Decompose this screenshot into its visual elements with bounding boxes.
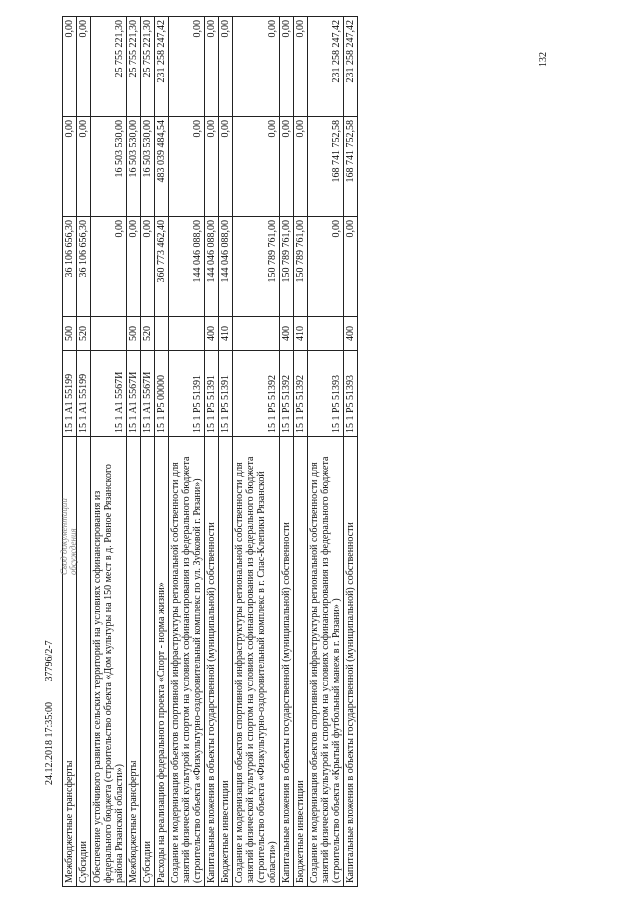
footer-timestamp: 24.12.2018 17:35:00 (44, 701, 55, 785)
row-code: 15 1 A1 5567И (127, 351, 141, 437)
row-amount-2021: 231 258 247,42 (308, 17, 344, 117)
row-name: Обеспечение устойчивого развития сельских территорий на условиях софинансирования из федерального бюджета (строительство объекта «Дом культуры на 150 мест в д. Ровное Рязанского района Рязанской области») (91, 437, 127, 887)
row-name: Межбюджетные трансферты (127, 437, 141, 887)
row-amount-2021: 25 755 221,30 (141, 17, 155, 117)
row-code: 15 1 A1 55199 (63, 351, 77, 437)
row-amount-2021: 0,00 (63, 17, 77, 117)
row-amount-2021: 0,00 (205, 17, 219, 117)
row-name: Бюджетные инвестиции (294, 437, 308, 887)
row-amount-2020: 0,00 (63, 117, 77, 217)
row-amount-2019: 0,00 (91, 217, 127, 317)
stamp-watermark (60, 498, 78, 575)
row-expense-type: 500 (63, 317, 77, 351)
row-name: Создание и модернизация объектов спортивной инфраструктуры региональной собственности для занятий физической культурой и спортом на условиях софинансирования из федерального бюджета (строительство объекта «Физкультурно-оздоровительный комплекс в г. Спас-Клепики Рязанской области») (233, 437, 280, 887)
row-amount-2020: 168 741 752,58 (308, 117, 344, 217)
row-code: 15 1 P5 51393 (308, 351, 344, 437)
row-name: Капитальные вложения в объекты государственной (муниципальной) собственности (280, 437, 294, 887)
table-row (219, 17, 233, 887)
row-amount-2021: 0,00 (294, 17, 308, 117)
row-amount-2019: 150 789 761,00 (280, 217, 294, 317)
row-amount-2019: 144 046 088,00 (169, 217, 205, 317)
table-row (155, 17, 169, 887)
row-code: 15 1 A1 55199 (77, 351, 91, 437)
budget-table (59, 16, 358, 887)
table-row (205, 17, 219, 887)
row-amount-2020: 0,00 (280, 117, 294, 217)
row-expense-type (233, 317, 280, 351)
row-expense-type: 520 (77, 317, 91, 351)
row-amount-2020: 0,00 (205, 117, 219, 217)
row-amount-2019: 36 106 656,30 (77, 217, 91, 317)
row-name: Расходы на реализацию федерального проекта «Спорт - норма жизни» (155, 437, 169, 887)
row-amount-2019: 144 046 088,00 (219, 217, 233, 317)
table-row (294, 17, 308, 887)
row-amount-2019: 360 773 462,40 (155, 217, 169, 317)
row-code: 15 1 P5 51393 (344, 351, 358, 437)
table-row (308, 17, 344, 887)
row-amount-2021: 0,00 (233, 17, 280, 117)
row-name: Создание и модернизация объектов спортивной инфраструктуры региональной собственности для занятий физической культурой и спортом на условиях софинансирования из федерального бюджета (строительство объекта «Физкультурно-оздоровительный комплекс по ул. Зубковой г. Рязани») (169, 437, 205, 887)
footer-doc-number: 37796/2-7 (44, 640, 55, 682)
row-expense-type: 410 (294, 317, 308, 351)
row-name: Капитальные вложения в объекты государственной (муниципальной) собственности (205, 437, 219, 887)
row-code: 15 1 P5 51392 (294, 351, 308, 437)
row-amount-2020: 0,00 (233, 117, 280, 217)
table-row (169, 17, 205, 887)
stamp-line-1: Свод документации (59, 498, 69, 575)
row-amount-2020: 168 741 752,58 (344, 117, 358, 217)
row-amount-2020: 0,00 (77, 117, 91, 217)
stamp-line-2: обсуждения (68, 528, 78, 575)
row-amount-2019: 0,00 (127, 217, 141, 317)
row-code: 15 1 P5 51392 (280, 351, 294, 437)
row-code: 15 1 P5 00000 (155, 351, 169, 437)
row-expense-type (155, 317, 169, 351)
page-number: 132 (538, 52, 549, 67)
table-row (77, 17, 91, 887)
row-amount-2020: 0,00 (294, 117, 308, 217)
row-amount-2019: 150 789 761,00 (233, 217, 280, 317)
footer (44, 622, 55, 785)
row-amount-2021: 231 258 247,42 (344, 17, 358, 117)
row-name: Бюджетные инвестиции (219, 437, 233, 887)
row-code: 15 1 A1 5567И (141, 351, 155, 437)
row-amount-2019: 0,00 (344, 217, 358, 317)
row-name: Субсидии (77, 437, 91, 887)
row-expense-type: 520 (141, 317, 155, 351)
row-code: 15 1 P5 51391 (219, 351, 233, 437)
row-name: Межбюджетные трансферты (63, 437, 77, 887)
row-code: 15 1 P5 51392 (233, 351, 280, 437)
row-name: Капитальные вложения в объекты государственной (муниципальной) собственности (344, 437, 358, 887)
row-expense-type: 400 (344, 317, 358, 351)
row-amount-2021: 25 755 221,30 (91, 17, 127, 117)
row-expense-type (91, 317, 127, 351)
row-amount-2021: 0,00 (169, 17, 205, 117)
table-row (63, 17, 77, 887)
row-code: 15 1 A1 5567И (91, 351, 127, 437)
table-row (344, 17, 358, 887)
row-amount-2020: 16 503 530,00 (141, 117, 155, 217)
row-amount-2021: 0,00 (219, 17, 233, 117)
table-row (91, 17, 127, 887)
table-row (141, 17, 155, 887)
row-expense-type (308, 317, 344, 351)
row-expense-type: 400 (280, 317, 294, 351)
row-amount-2019: 144 046 088,00 (205, 217, 219, 317)
table-row (127, 17, 141, 887)
row-amount-2019: 0,00 (308, 217, 344, 317)
row-expense-type: 500 (127, 317, 141, 351)
row-amount-2020: 0,00 (219, 117, 233, 217)
row-code: 15 1 P5 51391 (205, 351, 219, 437)
row-amount-2019: 36 106 656,30 (63, 217, 77, 317)
row-expense-type (169, 317, 205, 351)
row-amount-2021: 0,00 (77, 17, 91, 117)
table-row (233, 17, 280, 887)
row-amount-2021: 0,00 (280, 17, 294, 117)
row-expense-type: 410 (219, 317, 233, 351)
row-code: 15 1 P5 51391 (169, 351, 205, 437)
row-expense-type: 400 (205, 317, 219, 351)
row-amount-2020: 0,00 (169, 117, 205, 217)
row-amount-2021: 231 258 247,42 (155, 17, 169, 117)
row-amount-2020: 16 503 530,00 (127, 117, 141, 217)
row-amount-2021: 25 755 221,30 (127, 17, 141, 117)
table-row (280, 17, 294, 887)
row-amount-2019: 0,00 (141, 217, 155, 317)
row-amount-2020: 16 503 530,00 (91, 117, 127, 217)
row-amount-2020: 483 039 484,54 (155, 117, 169, 217)
row-name: Субсидии (141, 437, 155, 887)
row-amount-2019: 150 789 761,00 (294, 217, 308, 317)
row-name: Создание и модернизация объектов спортивной инфраструктуры региональной собственности для занятий физической культурой и спортом на условиях софинансирования из федерального бюджета (строительство объекта «Крытый футбольный манеж в г. Рязани» ) (308, 437, 344, 887)
